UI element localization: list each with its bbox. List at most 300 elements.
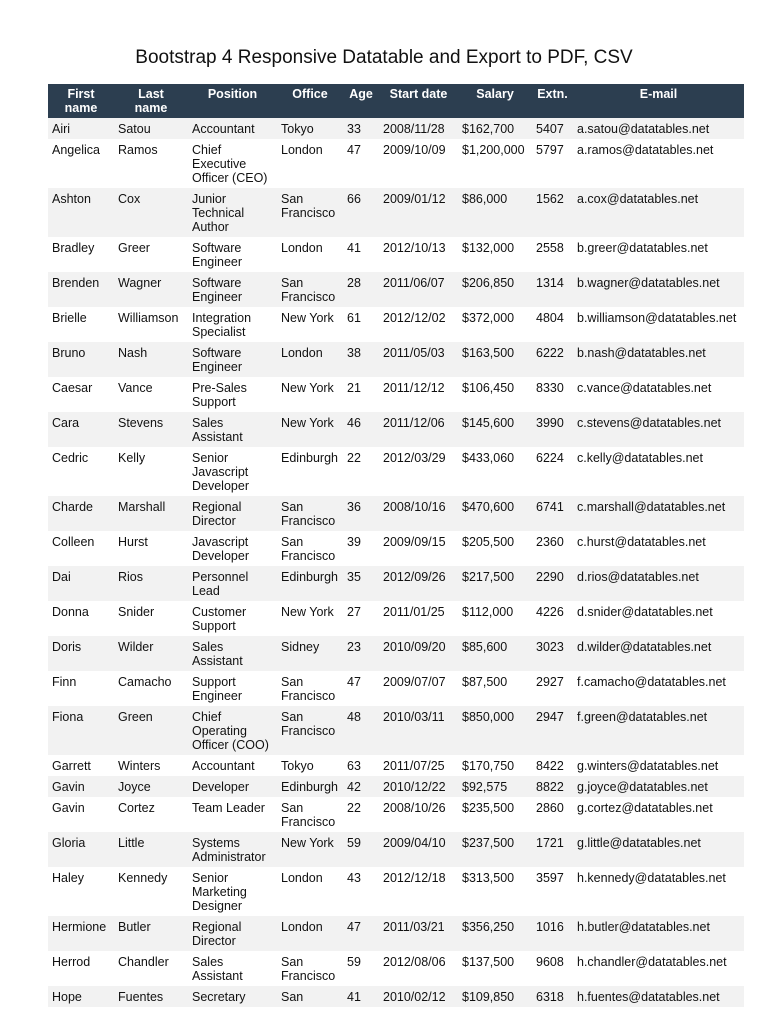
cell-position: [188, 776, 277, 797]
cell-email: g.cortez@datatables.net: [573, 797, 744, 832]
cell-last-name: Ramos: [114, 139, 188, 188]
cell-office: [277, 636, 343, 671]
table-body: [48, 118, 744, 1007]
cell-office: [277, 188, 343, 237]
cell-first-name: Garrett: [48, 755, 114, 776]
cell-extn: 5407: [532, 118, 573, 139]
cell-office: [277, 916, 343, 951]
cell-position: [188, 706, 277, 755]
cell-office-line: Francisco: [281, 206, 336, 220]
cell-start-date: 2010/02/12: [379, 986, 458, 1007]
cell-office: [277, 706, 343, 755]
cell-first-name: Ashton: [48, 188, 114, 237]
cell-email: g.joyce@datatables.net: [573, 776, 744, 797]
cell-last-name: Cortez: [114, 797, 188, 832]
cell-first-name: Hermione: [48, 916, 114, 951]
cell-last-name: Little: [114, 832, 188, 867]
cell-position-line: Marketing: [192, 885, 247, 899]
cell-first-name: Donna: [48, 601, 114, 636]
cell-position-line: Specialist: [192, 325, 246, 339]
cell-office-line: Francisco: [281, 689, 336, 703]
column-header-email[interactable]: E-mail: [573, 84, 744, 118]
cell-start-date: 2008/11/28: [379, 118, 458, 139]
cell-last-name: Camacho: [114, 671, 188, 706]
column-header-last-name[interactable]: [114, 84, 188, 118]
cell-position-line: Software: [192, 276, 242, 290]
cell-position-line: Sales: [192, 416, 224, 430]
cell-age: 23: [343, 636, 379, 671]
cell-last-name: Williamson: [114, 307, 188, 342]
cell-position-line: Customer: [192, 605, 247, 619]
cell-last-name: Kelly: [114, 447, 188, 496]
cell-extn: 2360: [532, 531, 573, 566]
cell-office: [277, 951, 343, 986]
cell-email: b.nash@datatables.net: [573, 342, 744, 377]
cell-start-date: 2010/12/22: [379, 776, 458, 797]
cell-email: d.rios@datatables.net: [573, 566, 744, 601]
cell-age: 43: [343, 867, 379, 916]
cell-extn: 2927: [532, 671, 573, 706]
cell-position: [188, 188, 277, 237]
cell-position-line: Developer: [192, 780, 249, 794]
cell-office: [277, 671, 343, 706]
cell-extn: 2947: [532, 706, 573, 755]
cell-age: 35: [343, 566, 379, 601]
cell-start-date: 2011/07/25: [379, 755, 458, 776]
cell-email: c.hurst@datatables.net: [573, 531, 744, 566]
cell-start-date: 2011/12/12: [379, 377, 458, 412]
cell-start-date: 2008/10/26: [379, 797, 458, 832]
cell-office: [277, 272, 343, 307]
cell-start-date: 2011/12/06: [379, 412, 458, 447]
cell-position-line: Software: [192, 241, 242, 255]
cell-start-date: 2012/03/29: [379, 447, 458, 496]
cell-email: c.vance@datatables.net: [573, 377, 744, 412]
cell-age: 59: [343, 951, 379, 986]
cell-salary: $372,000: [458, 307, 532, 342]
cell-position-line: Support: [192, 619, 236, 633]
cell-last-name: Rios: [114, 566, 188, 601]
cell-position: [188, 636, 277, 671]
cell-age: 48: [343, 706, 379, 755]
cell-office-line: Tokyo: [281, 759, 314, 773]
table-row: [48, 307, 744, 342]
cell-position-line: Sales: [192, 955, 224, 969]
cell-office: [277, 118, 343, 139]
cell-position-line: Pre-Sales: [192, 381, 247, 395]
cell-age: 47: [343, 139, 379, 188]
cell-position-line: Officer (CEO): [192, 171, 268, 185]
cell-position: [188, 447, 277, 496]
table-row: [48, 706, 744, 755]
cell-position-line: Engineer: [192, 360, 243, 374]
table-row: [48, 447, 744, 496]
cell-position-line: Director: [192, 934, 236, 948]
cell-last-name: Stevens: [114, 412, 188, 447]
cell-position-line: Senior: [192, 871, 229, 885]
employee-table: [48, 84, 744, 1007]
cell-office-line: San: [281, 710, 304, 724]
table-row: [48, 797, 744, 832]
cell-last-name: Chandler: [114, 951, 188, 986]
cell-age: 33: [343, 118, 379, 139]
cell-age: 28: [343, 272, 379, 307]
cell-position-line: Accountant: [192, 759, 255, 773]
cell-position-line: Systems: [192, 836, 240, 850]
cell-start-date: 2010/09/20: [379, 636, 458, 671]
cell-office-line: London: [281, 241, 323, 255]
cell-last-name: Wilder: [114, 636, 188, 671]
cell-age: 47: [343, 916, 379, 951]
cell-position-line: Javascript: [192, 535, 249, 549]
cell-position-line: Engineer: [192, 290, 243, 304]
cell-salary: $1,200,000: [458, 139, 532, 188]
cell-start-date: 2012/08/06: [379, 951, 458, 986]
table-row: [48, 237, 744, 272]
cell-office: [277, 832, 343, 867]
cell-extn: 1562: [532, 188, 573, 237]
cell-salary: $132,000: [458, 237, 532, 272]
cell-position-line: Software: [192, 346, 242, 360]
cell-office: [277, 601, 343, 636]
cell-office-line: New York: [281, 605, 334, 619]
cell-position-line: Sales: [192, 640, 224, 654]
cell-extn: 1721: [532, 832, 573, 867]
cell-office: [277, 531, 343, 566]
cell-age: 36: [343, 496, 379, 531]
cell-first-name: Herrod: [48, 951, 114, 986]
cell-email: g.little@datatables.net: [573, 832, 744, 867]
cell-extn: 1314: [532, 272, 573, 307]
cell-office-line: Sidney: [281, 640, 320, 654]
cell-last-name: Fuentes: [114, 986, 188, 1007]
table-header: [48, 84, 744, 118]
cell-first-name: Gavin: [48, 776, 114, 797]
cell-salary: $206,850: [458, 272, 532, 307]
cell-position: [188, 755, 277, 776]
cell-start-date: 2011/01/25: [379, 601, 458, 636]
table-row: [48, 867, 744, 916]
table-row: [48, 139, 744, 188]
table-row: [48, 377, 744, 412]
cell-office-line: Tokyo: [281, 122, 314, 136]
column-header-office[interactable]: Office: [277, 84, 343, 118]
cell-position-line: Executive: [192, 157, 247, 171]
cell-position-line: Chief: [192, 143, 222, 157]
cell-position-line: Support: [192, 395, 236, 409]
cell-first-name: Cedric: [48, 447, 114, 496]
column-header-extn[interactable]: Extn.: [532, 84, 573, 118]
cell-office: [277, 237, 343, 272]
table-row: [48, 272, 744, 307]
cell-last-name: Greer: [114, 237, 188, 272]
cell-first-name: Gavin: [48, 797, 114, 832]
cell-age: 59: [343, 832, 379, 867]
cell-salary: $145,600: [458, 412, 532, 447]
cell-position: [188, 139, 277, 188]
cell-office-line: Francisco: [281, 724, 336, 738]
cell-position: [188, 832, 277, 867]
cell-email: g.winters@datatables.net: [573, 755, 744, 776]
cell-salary: $106,450: [458, 377, 532, 412]
cell-email: h.kennedy@datatables.net: [573, 867, 744, 916]
header-label: name: [64, 101, 98, 115]
cell-email: f.camacho@datatables.net: [573, 671, 744, 706]
cell-salary: $237,500: [458, 832, 532, 867]
cell-salary: $470,600: [458, 496, 532, 531]
cell-last-name: Nash: [114, 342, 188, 377]
table-row: [48, 636, 744, 671]
column-header-first-name[interactable]: [48, 84, 114, 118]
cell-email: b.williamson@datatables.net: [573, 307, 744, 342]
cell-age: 41: [343, 986, 379, 1007]
cell-position: [188, 566, 277, 601]
column-header-salary[interactable]: Salary: [458, 84, 532, 118]
cell-email: b.greer@datatables.net: [573, 237, 744, 272]
cell-position-line: Officer (COO): [192, 738, 269, 752]
cell-age: 66: [343, 188, 379, 237]
column-header-position[interactable]: Position: [188, 84, 277, 118]
cell-start-date: 2011/03/21: [379, 916, 458, 951]
cell-salary: $313,500: [458, 867, 532, 916]
cell-last-name: Green: [114, 706, 188, 755]
table-row: [48, 755, 744, 776]
header-label: Last: [138, 87, 164, 101]
cell-position-line: Senior: [192, 451, 229, 465]
cell-office: [277, 447, 343, 496]
cell-position-line: Accountant: [192, 122, 255, 136]
table-row: [48, 776, 744, 797]
cell-position-line: Assistant: [192, 654, 243, 668]
cell-age: 22: [343, 797, 379, 832]
cell-email: h.chandler@datatables.net: [573, 951, 744, 986]
cell-position: [188, 237, 277, 272]
cell-first-name: Caesar: [48, 377, 114, 412]
cell-position: [188, 377, 277, 412]
cell-position-line: Lead: [192, 584, 220, 598]
cell-office: [277, 139, 343, 188]
cell-first-name: Bruno: [48, 342, 114, 377]
cell-email: h.butler@datatables.net: [573, 916, 744, 951]
cell-first-name: Hope: [48, 986, 114, 1007]
cell-salary: $109,850: [458, 986, 532, 1007]
cell-first-name: Dai: [48, 566, 114, 601]
header-label: First: [67, 87, 95, 101]
cell-first-name: Angelica: [48, 139, 114, 188]
table-row: [48, 412, 744, 447]
cell-salary: $170,750: [458, 755, 532, 776]
cell-position: [188, 601, 277, 636]
cell-extn: 4804: [532, 307, 573, 342]
cell-salary: $137,500: [458, 951, 532, 986]
cell-email: d.wilder@datatables.net: [573, 636, 744, 671]
cell-age: 47: [343, 671, 379, 706]
cell-salary: $112,000: [458, 601, 532, 636]
cell-office-line: San: [281, 955, 304, 969]
cell-first-name: Charde: [48, 496, 114, 531]
cell-position-line: Engineer: [192, 255, 243, 269]
header-label: name: [134, 101, 168, 115]
cell-age: 46: [343, 412, 379, 447]
cell-extn: 1016: [532, 916, 573, 951]
cell-extn: 4226: [532, 601, 573, 636]
column-header-age[interactable]: Age: [343, 84, 379, 118]
cell-position: [188, 797, 277, 832]
cell-office-line: San: [281, 675, 304, 689]
cell-office: [277, 377, 343, 412]
cell-first-name: Gloria: [48, 832, 114, 867]
cell-start-date: 2008/10/16: [379, 496, 458, 531]
cell-start-date: 2009/10/09: [379, 139, 458, 188]
cell-office: [277, 566, 343, 601]
cell-office-line: London: [281, 143, 323, 157]
cell-start-date: 2009/04/10: [379, 832, 458, 867]
cell-position: [188, 986, 277, 1007]
cell-extn: 2860: [532, 797, 573, 832]
cell-position-line: Developer: [192, 549, 249, 563]
cell-age: 42: [343, 776, 379, 797]
cell-office-line: Francisco: [281, 549, 336, 563]
cell-office: [277, 797, 343, 832]
cell-position: [188, 867, 277, 916]
cell-position: [188, 342, 277, 377]
table-row: [48, 118, 744, 139]
cell-first-name: Doris: [48, 636, 114, 671]
cell-office-line: Francisco: [281, 290, 336, 304]
cell-first-name: Finn: [48, 671, 114, 706]
table-row: [48, 531, 744, 566]
cell-email: h.fuentes@datatables.net: [573, 986, 744, 1007]
cell-first-name: Haley: [48, 867, 114, 916]
cell-last-name: Winters: [114, 755, 188, 776]
cell-first-name: Fiona: [48, 706, 114, 755]
cell-email: c.marshall@datatables.net: [573, 496, 744, 531]
cell-salary: $205,500: [458, 531, 532, 566]
cell-start-date: 2009/09/15: [379, 531, 458, 566]
cell-office: [277, 496, 343, 531]
cell-first-name: Brenden: [48, 272, 114, 307]
cell-email: a.cox@datatables.net: [573, 188, 744, 237]
cell-email: b.wagner@datatables.net: [573, 272, 744, 307]
cell-position: [188, 916, 277, 951]
table-row: [48, 601, 744, 636]
cell-last-name: Snider: [114, 601, 188, 636]
cell-office-line: Edinburgh: [281, 451, 338, 465]
cell-office: [277, 307, 343, 342]
cell-office-line: Edinburgh: [281, 780, 338, 794]
cell-last-name: Butler: [114, 916, 188, 951]
table-row: [48, 986, 744, 1007]
cell-position-line: Administrator: [192, 850, 266, 864]
cell-position-line: Designer: [192, 899, 243, 913]
cell-extn: 9608: [532, 951, 573, 986]
cell-salary: $850,000: [458, 706, 532, 755]
cell-position-line: Operating: [192, 724, 247, 738]
cell-salary: $163,500: [458, 342, 532, 377]
cell-position-line: Junior: [192, 192, 227, 206]
cell-last-name: Marshall: [114, 496, 188, 531]
cell-position-line: Director: [192, 514, 236, 528]
cell-position-line: Team Leader: [192, 801, 265, 815]
cell-office-line: London: [281, 920, 323, 934]
cell-start-date: 2009/01/12: [379, 188, 458, 237]
table-row: [48, 671, 744, 706]
cell-office-line: Edinburgh: [281, 570, 338, 584]
table-row: [48, 496, 744, 531]
cell-office-line: New York: [281, 381, 334, 395]
table-row: [48, 188, 744, 237]
cell-office-line: Francisco: [281, 969, 336, 983]
cell-extn: 6741: [532, 496, 573, 531]
cell-office-line: San: [281, 990, 304, 1004]
cell-position: [188, 307, 277, 342]
cell-position-line: Chief: [192, 710, 222, 724]
cell-position-line: Secretary: [192, 990, 246, 1004]
column-header-start-date[interactable]: Start date: [379, 84, 458, 118]
cell-age: 61: [343, 307, 379, 342]
cell-office-line: Francisco: [281, 815, 336, 829]
cell-last-name: Hurst: [114, 531, 188, 566]
cell-first-name: Colleen: [48, 531, 114, 566]
cell-start-date: 2011/05/03: [379, 342, 458, 377]
cell-last-name: Cox: [114, 188, 188, 237]
cell-office-line: London: [281, 871, 323, 885]
cell-start-date: 2010/03/11: [379, 706, 458, 755]
cell-position-line: Personnel: [192, 570, 249, 584]
cell-extn: 8330: [532, 377, 573, 412]
cell-extn: 8422: [532, 755, 573, 776]
cell-start-date: 2012/10/13: [379, 237, 458, 272]
cell-salary: $85,600: [458, 636, 532, 671]
cell-email: a.ramos@datatables.net: [573, 139, 744, 188]
cell-last-name: Vance: [114, 377, 188, 412]
cell-first-name: Bradley: [48, 237, 114, 272]
cell-age: 63: [343, 755, 379, 776]
cell-position: [188, 272, 277, 307]
cell-office-line: Francisco: [281, 514, 336, 528]
cell-age: 21: [343, 377, 379, 412]
table-row: [48, 342, 744, 377]
cell-start-date: 2012/09/26: [379, 566, 458, 601]
cell-age: 22: [343, 447, 379, 496]
table-row: [48, 916, 744, 951]
cell-salary: $162,700: [458, 118, 532, 139]
table-row: [48, 566, 744, 601]
cell-position-line: Integration: [192, 311, 252, 325]
cell-extn: 8822: [532, 776, 573, 797]
cell-office-line: San: [281, 500, 304, 514]
cell-position: [188, 118, 277, 139]
cell-office: [277, 776, 343, 797]
cell-office-line: New York: [281, 311, 334, 325]
cell-extn: 2290: [532, 566, 573, 601]
cell-age: 39: [343, 531, 379, 566]
cell-position-line: Regional: [192, 500, 242, 514]
cell-last-name: Satou: [114, 118, 188, 139]
cell-age: 27: [343, 601, 379, 636]
cell-extn: 6224: [532, 447, 573, 496]
cell-position-line: Regional: [192, 920, 242, 934]
cell-email: c.stevens@datatables.net: [573, 412, 744, 447]
cell-position-line: Assistant: [192, 430, 243, 444]
cell-salary: $433,060: [458, 447, 532, 496]
cell-extn: 5797: [532, 139, 573, 188]
cell-salary: $86,000: [458, 188, 532, 237]
cell-first-name: Cara: [48, 412, 114, 447]
cell-last-name: Joyce: [114, 776, 188, 797]
cell-extn: 3990: [532, 412, 573, 447]
cell-office-line: San: [281, 276, 304, 290]
